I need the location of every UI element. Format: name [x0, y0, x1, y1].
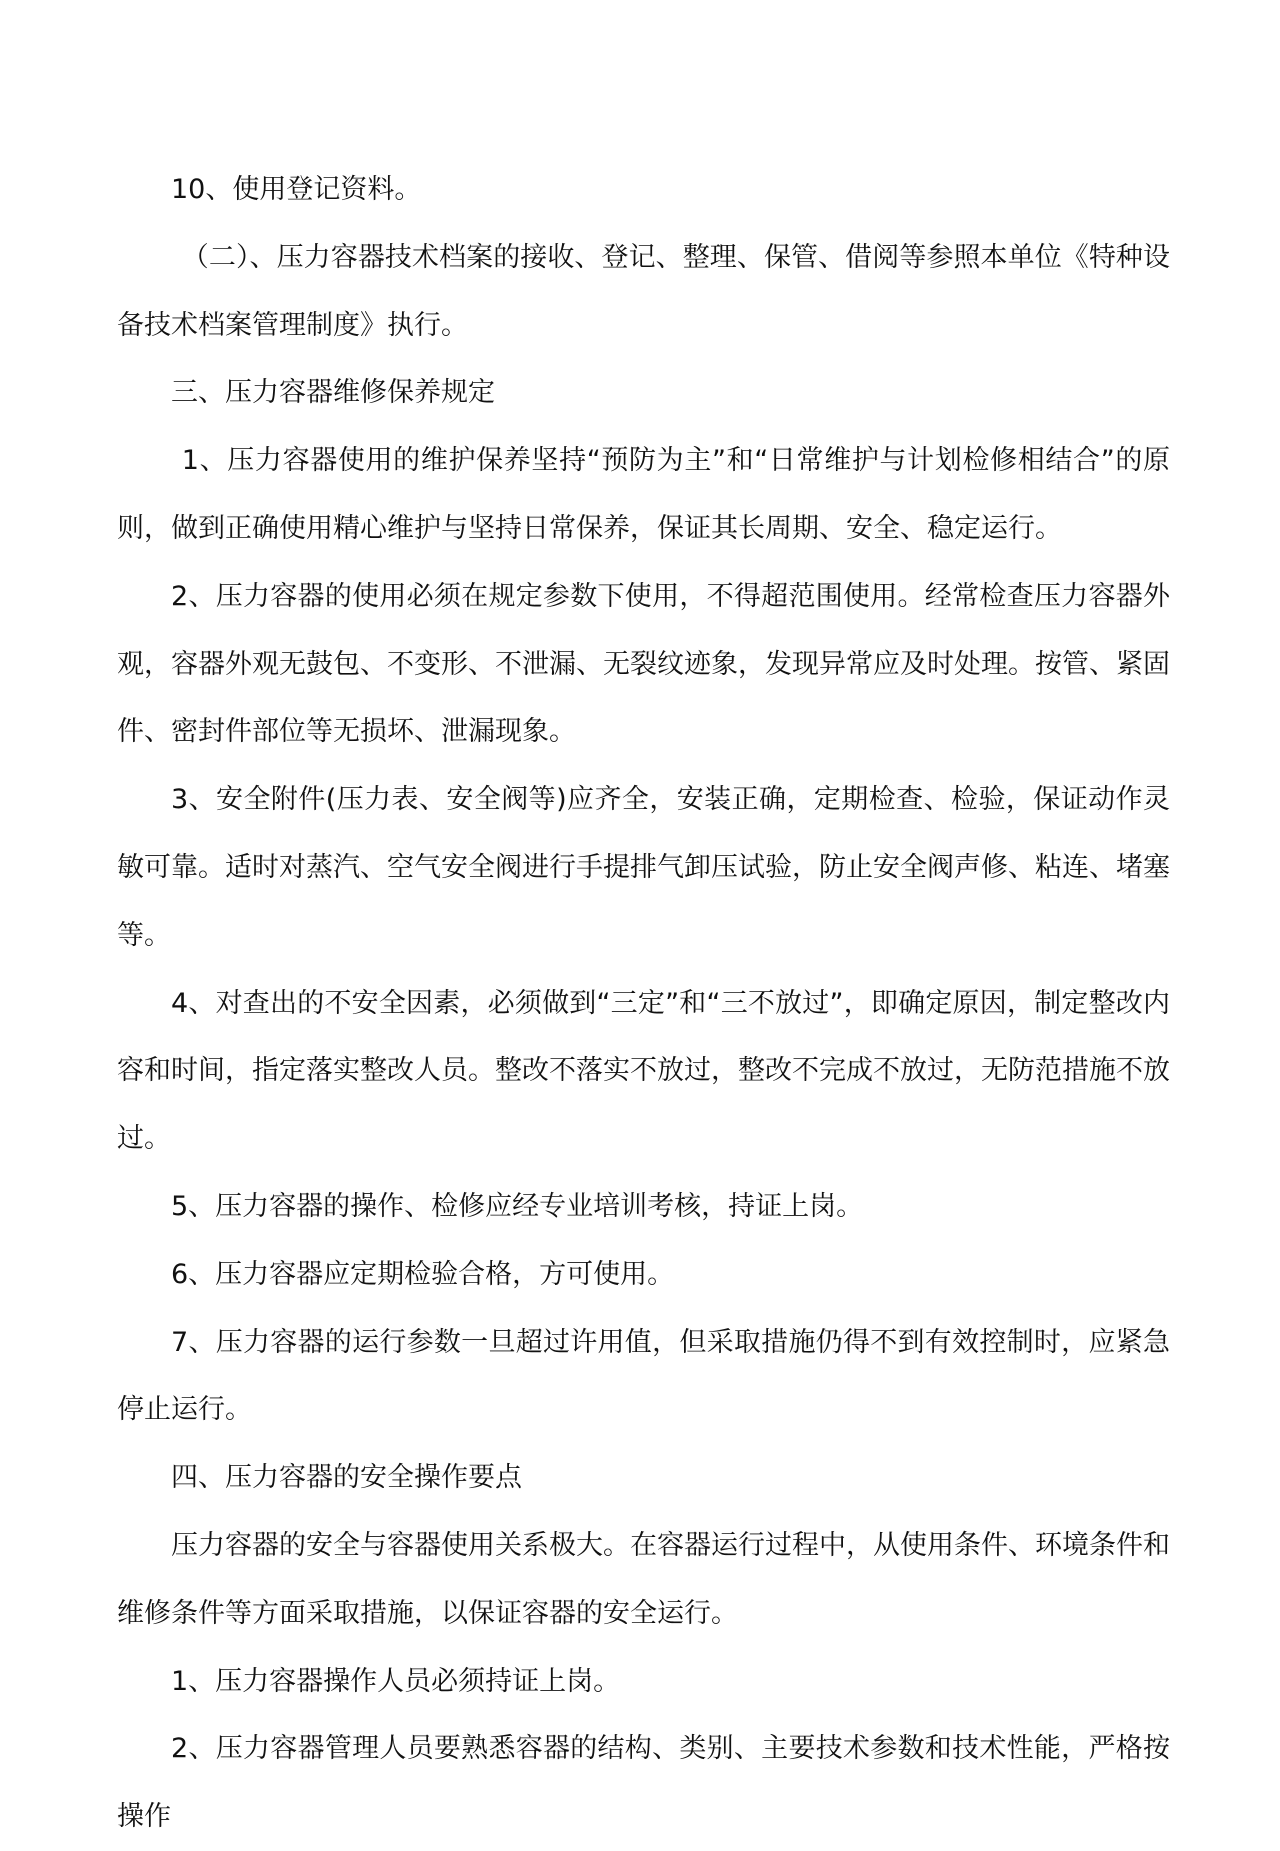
document-page [117, 156, 1170, 1851]
maintenance-item-3: 3、安全附件(压力表、安全阀等)应齐全，安装正确，定期检查、检验，保证动作灵敏可靠。适时对蒸汽、空气安全阀进行手提排气卸压试验，防止安全阀声修、粘连、堵塞等。 [117, 784, 1170, 951]
maintenance-item-7: 7、压力容器的运行参数一旦超过许用值，但采取措施仍得不到有效控制时，应紧急停止运行。 [117, 1326, 1170, 1426]
maintenance-item-2: 2、压力容器的使用必须在规定参数下使用，不得超范围使用。经常检查压力容器外观，容器外观无鼓包、不变形、不泄漏、无裂纹迹象，发现异常应及时处理。按管、紧固件、密封件部位等无损坏、泄漏现象。 [117, 580, 1170, 748]
section-2-paragraph: （二）、压力容器技术档案的接收、登记、整理、保管、借阅等参照本单位《特种设备技术档案管理制度》执行。 [117, 241, 1170, 341]
section-heading-3: 三、压力容器维修保养规定 [171, 377, 495, 409]
section-4-intro: 压力容器的安全与容器使用关系极大。在容器运行过程中，从使用条件、环境条件和维修条件等方面采取措施，以保证容器的安全运行。 [117, 1529, 1170, 1629]
list-item-10: 10、使用登记资料。 [171, 174, 422, 205]
maintenance-item-5: 5、压力容器的操作、检修应经专业培训考核，持证上岗。 [171, 1190, 864, 1222]
maintenance-item-6: 6、压力容器应定期检验合格，方可使用。 [171, 1258, 675, 1290]
operation-item-1: 1、压力容器操作人员必须持证上岗。 [171, 1665, 621, 1697]
maintenance-item-4: 4、对查出的不安全因素，必须做到“三定”和“三不放过”，即确定原因，制定整改内容和时间，指定落实整改人员。整改不落实不放过，整改不完成不放过，无防范措施不放过。 [117, 987, 1170, 1155]
operation-item-2: 2、压力容器管理人员要熟悉容器的结构、类别、主要技术参数和技术性能，严格按操作 [117, 1733, 1170, 1833]
maintenance-item-1: 1、压力容器使用的维护保养坚持“预防为主”和“日常维护与计划检修相结合”的原则，做到正确使用精心维护与坚持日常保养，保证其长周期、安全、稳定运行。 [117, 445, 1170, 544]
section-heading-4: 四、压力容器的安全操作要点 [171, 1462, 522, 1494]
